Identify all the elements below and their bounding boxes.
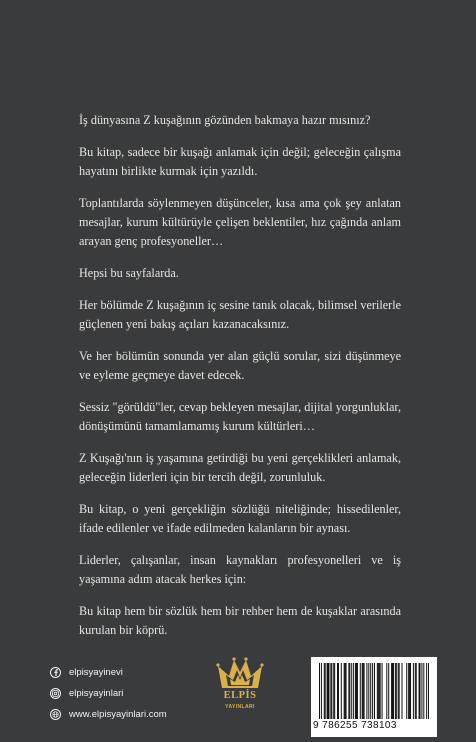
barcode-bar bbox=[416, 663, 417, 719]
blurb-paragraph-4: Hepsi bu sayfalarda. bbox=[79, 266, 179, 280]
facebook-icon bbox=[50, 667, 61, 678]
barcode-bar bbox=[334, 663, 335, 719]
barcode-bar bbox=[377, 663, 378, 719]
crown-icon bbox=[212, 656, 268, 692]
barcode-bar bbox=[331, 663, 332, 719]
blurb-paragraph-5: Her bölümde Z kuşağının iç sesine tanık olacak, bilimsel verilerle güçlenen yeni bakış açıları kazanacaksınız. bbox=[79, 298, 401, 331]
barcode-bar bbox=[356, 663, 357, 719]
barcode-bar bbox=[366, 663, 367, 719]
publisher-logo bbox=[212, 656, 268, 722]
publisher-subtitle: YAYINLARI bbox=[225, 704, 255, 710]
barcode-bar bbox=[413, 663, 414, 719]
barcode-bar bbox=[327, 663, 328, 719]
barcode-bar bbox=[353, 663, 354, 719]
barcode-bar bbox=[379, 663, 380, 719]
barcode-bar bbox=[324, 663, 325, 719]
barcode-bar bbox=[382, 663, 383, 719]
website-url: www.elpisyayinlari.com bbox=[69, 708, 167, 720]
barcode-bar bbox=[395, 663, 396, 719]
barcode-bar bbox=[345, 663, 346, 719]
barcode-bar bbox=[388, 663, 389, 719]
instagram-link[interactable] bbox=[50, 686, 167, 700]
barcode-bar bbox=[346, 663, 347, 719]
barcode-bar bbox=[406, 663, 407, 719]
barcode-bar bbox=[392, 663, 393, 719]
barcode-bar bbox=[330, 663, 331, 719]
blurb-paragraph-11: Bu kitap hem bir sözlük hem bir rehber hem de kuşaklar arasında kurulan bir köprü. bbox=[79, 604, 401, 637]
barcode-bar bbox=[402, 663, 403, 719]
blurb-paragraph-1: İş dünyasına Z kuşağının gözünden bakmaya hazır mısınız? bbox=[79, 113, 371, 127]
blurb-paragraph-8: Z Kuşağı'nın iş yaşamına getirdiği bu yeni gerçeklikleri anlamak, geleceğin liderleri için bir tercih değil, zorunluluk. bbox=[79, 451, 401, 484]
isbn-barcode bbox=[311, 657, 437, 737]
barcode-bar bbox=[380, 663, 381, 719]
blurb-paragraph-3: Toplantılarda söylenmeyen düşünceler, kısa ama çok şey anlatan mesajlar, kurum kültürüyle çelişen beklentiler, hız çağında anlam arayan genç profesyoneller… bbox=[79, 196, 401, 248]
barcode-bar bbox=[328, 663, 329, 719]
barcode-bar bbox=[364, 663, 365, 719]
barcode-bar bbox=[363, 663, 364, 719]
barcode-bar bbox=[321, 663, 322, 719]
blurb-paragraph-7: Sessiz "görüldü"ler, cevap bekleyen mesajlar, dijital yorgunluklar, dönüşümünü tamamlamamış kurum kültürleri… bbox=[79, 400, 401, 433]
website-link[interactable] bbox=[50, 707, 167, 721]
barcode-bar bbox=[333, 663, 334, 719]
facebook-link[interactable] bbox=[50, 665, 167, 679]
facebook-handle: elpisyayinevi bbox=[69, 666, 123, 678]
barcode-bar bbox=[351, 663, 352, 719]
barcode-bar bbox=[386, 663, 387, 719]
barcode-bar bbox=[391, 663, 392, 719]
barcode-bar bbox=[360, 663, 361, 719]
barcode-bar bbox=[409, 663, 410, 719]
barcode-bar bbox=[357, 663, 358, 719]
blurb-paragraph-9: Bu kitap, o yeni gerçekliğin sözlüğü niteliğinde; hissedilenler, ifade edilenler ve ifade edilmeden kalanların bir aynası. bbox=[79, 502, 401, 535]
barcode-bar bbox=[338, 663, 339, 719]
barcode-bar bbox=[374, 663, 375, 719]
globe-icon bbox=[50, 709, 61, 720]
barcode-bar bbox=[408, 663, 409, 719]
barcode-bar bbox=[349, 663, 350, 719]
barcode-bar bbox=[348, 663, 349, 719]
barcode-bar bbox=[415, 663, 416, 719]
isbn-digits: 9 786255 738103 bbox=[313, 720, 397, 731]
barcode-bar bbox=[378, 663, 379, 719]
blurb-paragraph-10: Liderler, çalışanlar, insan kaynakları profesyonelleri ve iş yaşamına adım atacak herkes için: bbox=[79, 553, 401, 586]
barcode-bar bbox=[344, 663, 345, 719]
barcode-bar bbox=[368, 663, 369, 719]
social-links bbox=[50, 665, 167, 728]
barcode-bar bbox=[421, 663, 422, 719]
blurb-paragraph-6: Ve her bölümün sonunda yer alan güçlü sorular, sizi düşünmeye ve eyleme geçmeye davet edecek. bbox=[79, 349, 401, 382]
barcode-bar bbox=[341, 663, 342, 719]
barcode-bar bbox=[419, 663, 420, 719]
back-cover-blurb bbox=[79, 111, 401, 653]
barcode-bar bbox=[328, 663, 329, 719]
barcode-bar bbox=[319, 663, 320, 719]
barcode-bar bbox=[399, 663, 400, 719]
barcode-bar bbox=[428, 663, 429, 719]
barcode-bar bbox=[362, 663, 363, 719]
instagram-handle: elpisyayinlari bbox=[69, 687, 124, 699]
barcode-bar bbox=[396, 663, 397, 719]
blurb-paragraph-2: Bu kitap, sadece bir kuşağı anlamak için değil; geleceğin çalışma hayatını birlikte kurmak için yazıldı. bbox=[79, 145, 401, 178]
barcode-bar bbox=[355, 663, 356, 719]
barcode-bar bbox=[372, 663, 373, 719]
barcode-bar bbox=[370, 663, 371, 719]
publisher-name: ELPİS bbox=[223, 690, 257, 701]
barcode-bar bbox=[410, 663, 411, 719]
barcode-bar bbox=[426, 663, 427, 719]
barcode-bar bbox=[337, 663, 338, 719]
instagram-icon bbox=[50, 688, 61, 699]
barcode-bar bbox=[325, 663, 326, 719]
barcode-bar bbox=[398, 663, 399, 719]
barcode-bar bbox=[420, 663, 421, 719]
barcode-bars bbox=[319, 663, 429, 719]
barcode-bar bbox=[393, 663, 394, 719]
barcode-bar bbox=[423, 663, 424, 719]
